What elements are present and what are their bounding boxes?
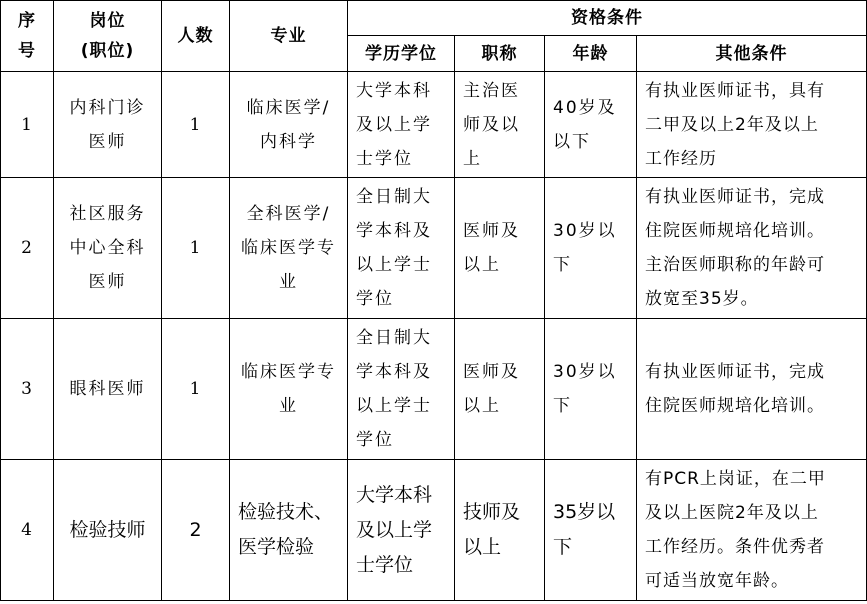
- cell-age: 35岁以 下: [545, 460, 637, 601]
- cell-age: 40岁及 以下: [545, 72, 637, 178]
- cell-post: 检验技师: [54, 460, 162, 601]
- cell-age: 30岁以 下: [545, 178, 637, 319]
- cell-post: 内科门诊 医师: [54, 72, 162, 178]
- cell-other: 有执业医师证书，完成 住院医师规培化培训。: [637, 319, 867, 460]
- cell-education: 全日制大 学本科及 以上学士 学位: [348, 319, 455, 460]
- cell-seq: 3: [1, 319, 54, 460]
- header-count: 人数: [162, 1, 230, 72]
- header-post: 岗位 (职位): [54, 1, 162, 72]
- header-age: 年龄: [545, 36, 637, 72]
- table-row: [1, 319, 867, 460]
- cell-other: 有执业医师证书，完成 住院医师规培化培训。 主治医师职称的年龄可 放宽至35岁。: [637, 178, 867, 319]
- header-qualification: 资格条件: [348, 1, 867, 36]
- header-title: 职称: [455, 36, 545, 72]
- header-education: 学历学位: [348, 36, 455, 72]
- cell-major: 检验技术、 医学检验: [230, 460, 348, 601]
- cell-count: 2: [162, 460, 230, 601]
- cell-count: 1: [162, 319, 230, 460]
- cell-title: 医师及 以上: [455, 319, 545, 460]
- cell-title: 技师及 以上: [455, 460, 545, 601]
- cell-education: 全日制大 学本科及 以上学士 学位: [348, 178, 455, 319]
- header-row-1: [1, 1, 867, 36]
- cell-count: 1: [162, 72, 230, 178]
- cell-title: 主治医 师及以 上: [455, 72, 545, 178]
- table-row: [1, 72, 867, 178]
- header-other: 其他条件: [637, 36, 867, 72]
- table-row: [1, 178, 867, 319]
- cell-seq: 1: [1, 72, 54, 178]
- cell-other: 有执业医师证书，具有 二甲及以上2年及以上 工作经历: [637, 72, 867, 178]
- header-major: 专业: [230, 1, 348, 72]
- header-seq: 序 号: [1, 1, 54, 72]
- cell-seq: 4: [1, 460, 54, 601]
- cell-major: 临床医学专 业: [230, 319, 348, 460]
- cell-education: 大学本科 及以上学 士学位: [348, 460, 455, 601]
- cell-title: 医师及 以上: [455, 178, 545, 319]
- cell-major: 全科医学/ 临床医学专 业: [230, 178, 348, 319]
- table-row: [1, 460, 867, 601]
- cell-post: 眼科医师: [54, 319, 162, 460]
- cell-count: 1: [162, 178, 230, 319]
- cell-seq: 2: [1, 178, 54, 319]
- cell-major: 临床医学/ 内科学: [230, 72, 348, 178]
- cell-post: 社区服务 中心全科 医师: [54, 178, 162, 319]
- cell-education: 大学本科 及以上学 士学位: [348, 72, 455, 178]
- cell-other: 有PCR上岗证，在二甲 及以上医院2年及以上 工作经历。条件优秀者 可适当放宽年龄。: [637, 460, 867, 601]
- cell-age: 30岁以 下: [545, 319, 637, 460]
